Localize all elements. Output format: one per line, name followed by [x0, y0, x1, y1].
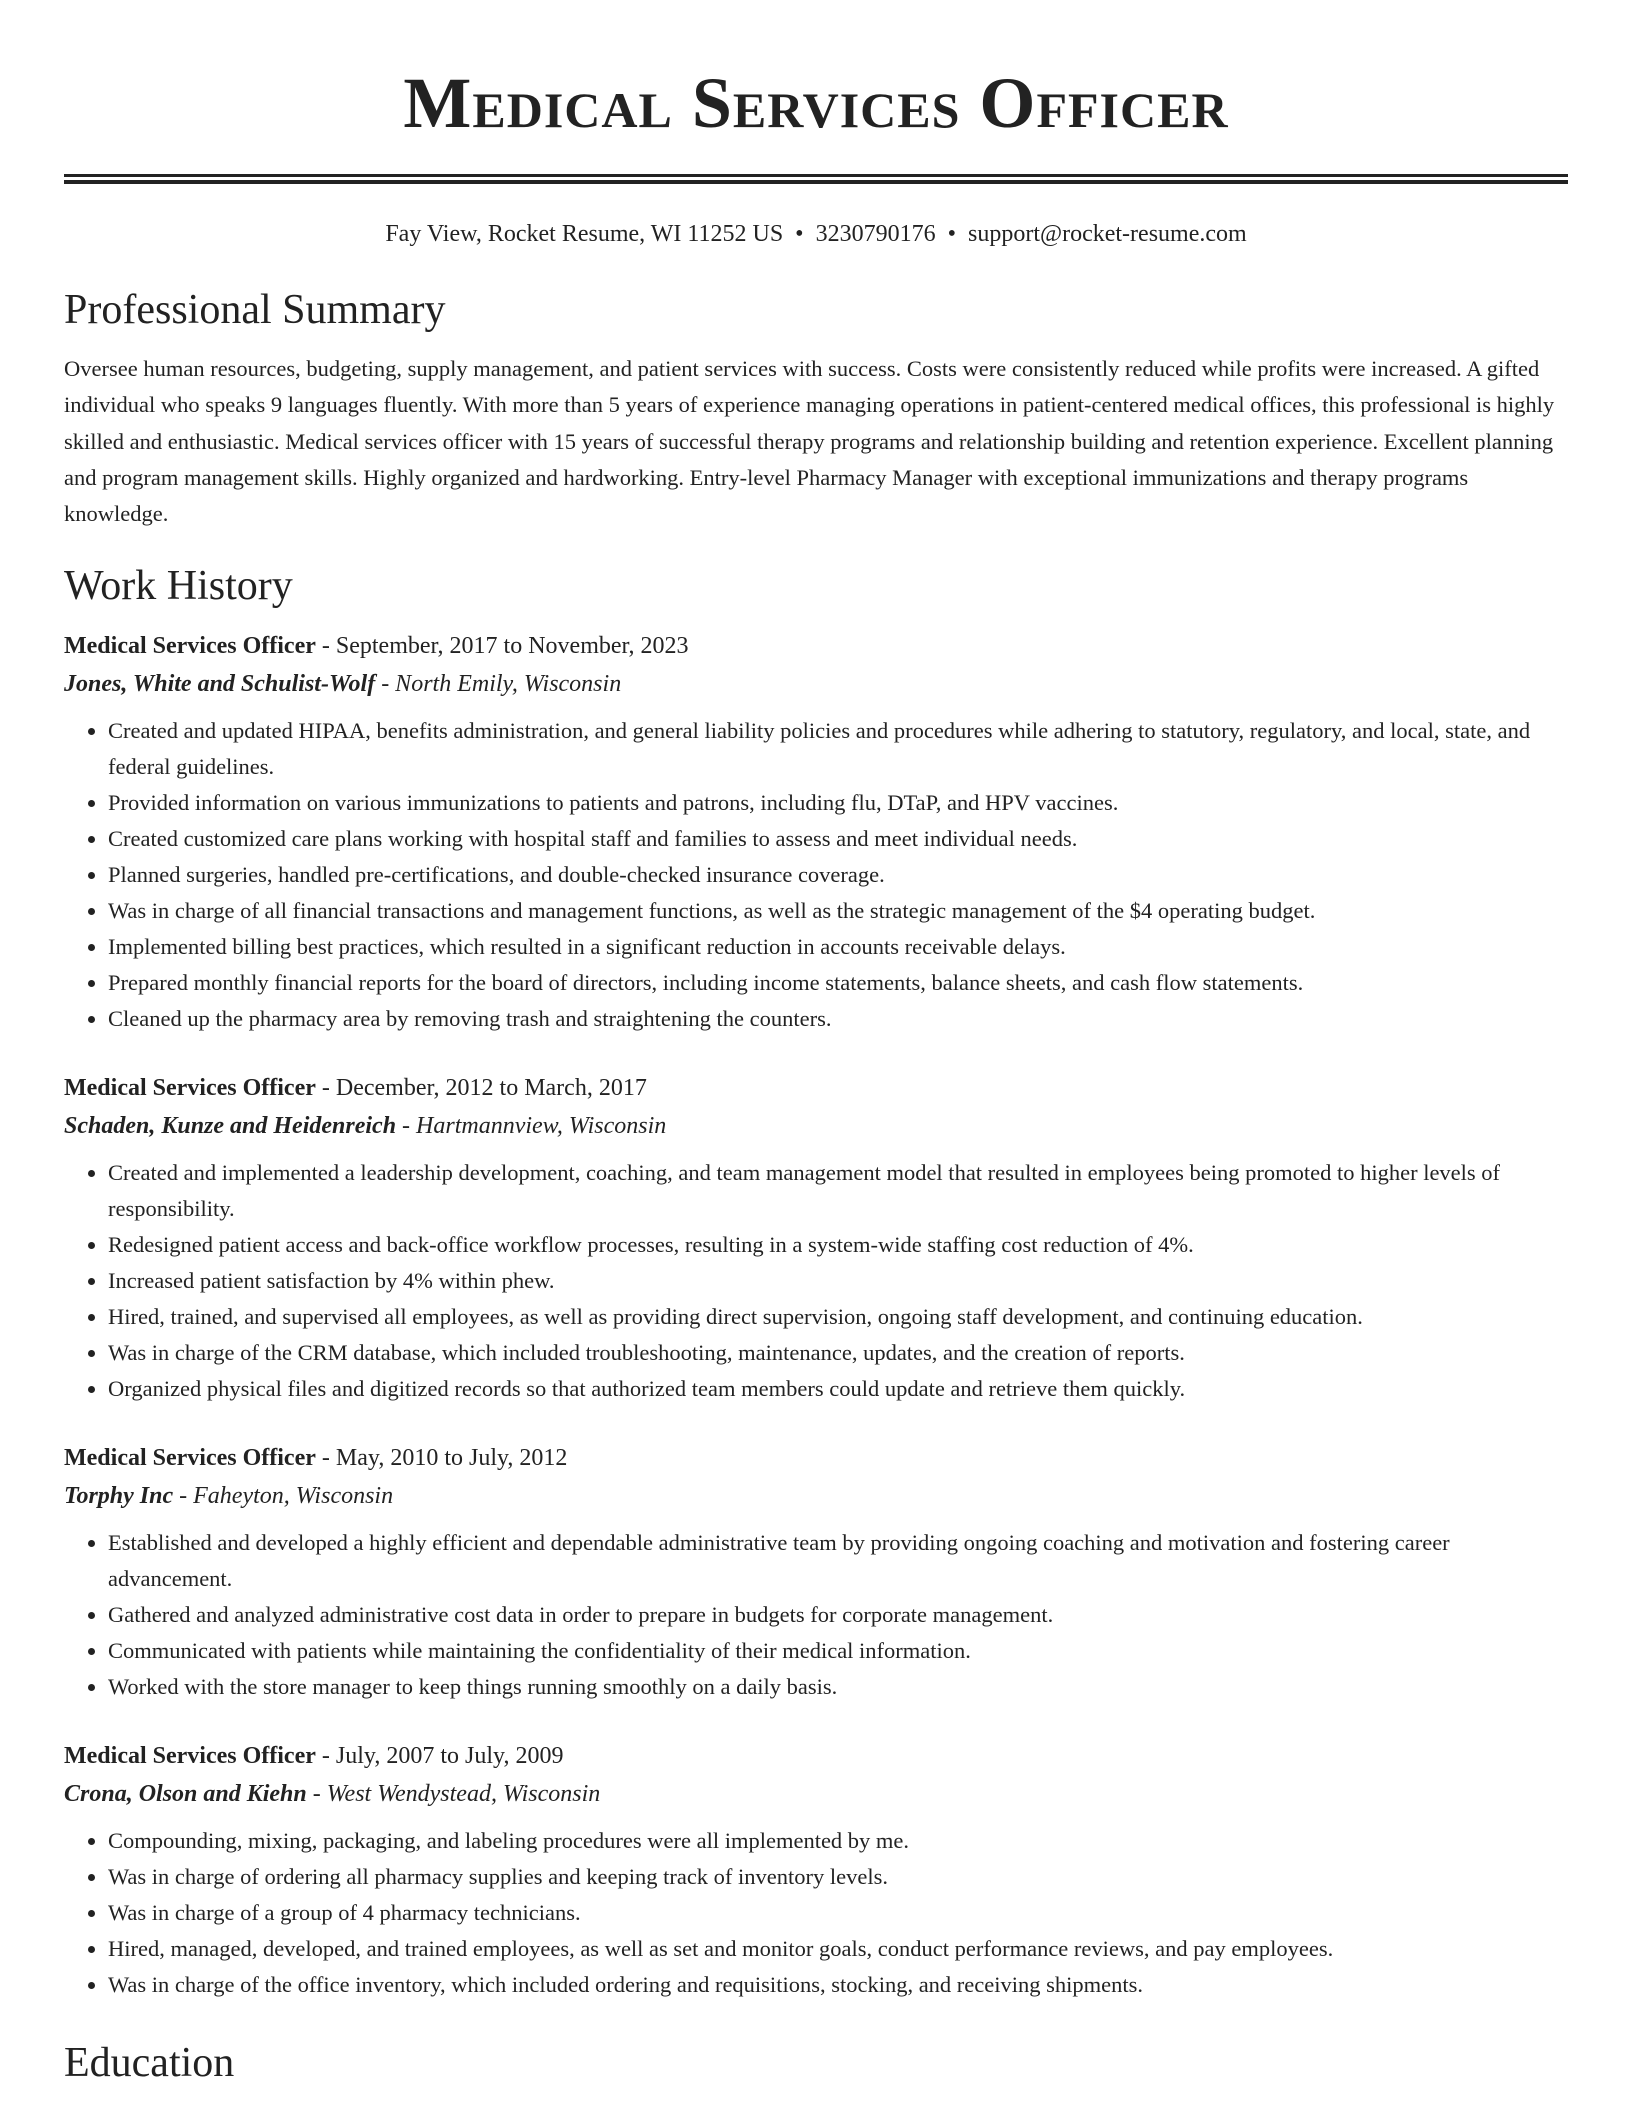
job-title-line	[64, 1439, 1568, 1477]
job-title-line	[64, 627, 1568, 665]
job-entry	[64, 1737, 1568, 2003]
duty-item: • Organized physical files and digitized records so that authorized team members could update and retrieve them quickly.	[108, 1371, 1568, 1407]
duty-item: • Was in charge of the CRM database, which included troubleshooting, maintenance, updates, and the creation of reports.	[108, 1335, 1568, 1371]
job-dates: - July, 2007 to July, 2009	[315, 1743, 564, 1770]
job-company: Schaden, Kunze and Heidenreich	[64, 1113, 397, 1140]
job-duties-list	[64, 1525, 1568, 1705]
duty-item: • Compounding, mixing, packaging, and labeling procedures were all implemented by me.	[108, 1823, 1568, 1859]
resume-page	[64, 0, 1568, 2089]
job-dates: - December, 2012 to March, 2017	[315, 1075, 647, 1102]
contact-email: support@rocket-resume.com	[967, 221, 1247, 247]
job-entry	[64, 1069, 1568, 1407]
job-duties-list	[64, 713, 1568, 1037]
job-company-line	[64, 665, 1568, 703]
duty-item: • Created and implemented a leadership development, coaching, and team management model that resulted in employees being promoted to higher levels of responsibility.	[108, 1155, 1568, 1227]
duty-item: • Was in charge of the office inventory, which included ordering and requisitions, stocking, and receiving shipments.	[108, 1967, 1568, 2003]
job-title-line	[64, 1737, 1568, 1775]
job-role: Medical Services Officer	[64, 633, 316, 660]
job-location: - Hartmannview, Wisconsin	[396, 1113, 667, 1140]
duty-item: • Hired, trained, and supervised all employees, as well as providing direct supervision, ongoing staff development, and continuing education.	[108, 1299, 1568, 1335]
contact-separator: •	[795, 221, 804, 247]
job-location: - North Emily, Wisconsin	[375, 671, 622, 698]
duty-item: • Implemented billing best practices, which resulted in a significant reduction in accounts receivable delays.	[108, 929, 1568, 965]
job-company-line	[64, 1775, 1568, 1813]
job-title-line	[64, 1069, 1568, 1107]
job-entry	[64, 627, 1568, 1037]
job-duties-list	[64, 1155, 1568, 1407]
summary-text: Oversee human resources, budgeting, supply management, and patient services with success. Costs were consistently reduced while profits were increased. A gifted individual who speaks 9 languages fluently. With more than 5 years of experience managing operations in patient-centered medical offices, this professional is highly skilled and enthusiastic. Medical services officer with 15 years of successful therapy programs and relationship building and retention experience. Excellent planning and program management skills. Highly organized and hardworking. Entry-level Pharmacy Manager with exceptional immunizations and therapy programs knowledge.	[64, 356, 1555, 527]
duty-item: • Was in charge of a group of 4 pharmacy technicians.	[108, 1895, 1568, 1931]
duty-item: • Cleaned up the pharmacy area by removing trash and straightening the counters.	[108, 1001, 1568, 1037]
job-company: Jones, White and Schulist-Wolf	[64, 671, 376, 698]
duty-item: • Redesigned patient access and back-office workflow processes, resulting in a system-wide staffing cost reduction of 4%.	[108, 1227, 1568, 1263]
job-role: Medical Services Officer	[64, 1075, 316, 1102]
job-company: Torphy Inc	[64, 1483, 174, 1510]
job-duties-list	[64, 1823, 1568, 2003]
duty-item: • Created customized care plans working with hospital staff and families to assess and meet individual needs.	[108, 821, 1568, 857]
duty-item: • Established and developed a highly efficient and dependable administrative team by providing ongoing coaching and motivation and fostering career advancement.	[108, 1525, 1568, 1597]
duty-item: • Was in charge of ordering all pharmacy supplies and keeping track of inventory levels.	[108, 1859, 1568, 1895]
contact-phone: 3230790176	[815, 221, 936, 247]
duty-item: • Prepared monthly financial reports for the board of directors, including income statements, balance sheets, and cash flow statements.	[108, 965, 1568, 1001]
duty-item: • Planned surgeries, handled pre-certifications, and double-checked insurance coverage.	[108, 857, 1568, 893]
title-divider	[64, 174, 1568, 184]
job-entry	[64, 1439, 1568, 1705]
contact-separator: •	[947, 221, 956, 247]
duty-item: • Gathered and analyzed administrative cost data in order to prepare in budgets for corporate management.	[108, 1597, 1568, 1633]
duty-item: • Communicated with patients while maintaining the confidentiality of their medical information.	[108, 1633, 1568, 1669]
resume-title: Medical Services Officer	[403, 63, 1229, 143]
duty-item: • Provided information on various immunizations to patients and patrons, including flu, DTaP, and HPV vaccines.	[108, 785, 1568, 821]
job-location: - West Wendystead, Wisconsin	[306, 1781, 601, 1808]
duty-item: • Worked with the store manager to keep things running smoothly on a daily basis.	[108, 1669, 1568, 1705]
job-location: - Faheyton, Wisconsin	[173, 1483, 394, 1510]
contact-address: Fay View, Rocket Resume, WI 11252 US	[385, 221, 784, 247]
job-dates: - May, 2010 to July, 2012	[315, 1445, 568, 1472]
summary-heading: Professional Summary	[64, 287, 446, 333]
duty-item: • Created and updated HIPAA, benefits administration, and general liability policies and procedures while adhering to statutory, regulatory, and local, state, and federal guidelines.	[108, 713, 1568, 785]
job-dates: - September, 2017 to November, 2023	[315, 633, 689, 660]
duty-item: • Increased patient satisfaction by 4% within phew.	[108, 1263, 1568, 1299]
job-role: Medical Services Officer	[64, 1743, 316, 1770]
duty-item: • Hired, managed, developed, and trained employees, as well as set and monitor goals, conduct performance reviews, and pay employees.	[108, 1931, 1568, 1967]
education-heading: Education	[64, 2040, 235, 2087]
duty-item: • Was in charge of all financial transactions and management functions, as well as the strategic management of the $4 operating budget.	[108, 893, 1568, 929]
job-company-line	[64, 1477, 1568, 1515]
job-role: Medical Services Officer	[64, 1445, 316, 1472]
contact-line	[64, 218, 1568, 250]
job-company-line	[64, 1107, 1568, 1145]
job-company: Crona, Olson and Kiehn	[64, 1781, 307, 1808]
work-history-heading: Work History	[64, 563, 293, 610]
